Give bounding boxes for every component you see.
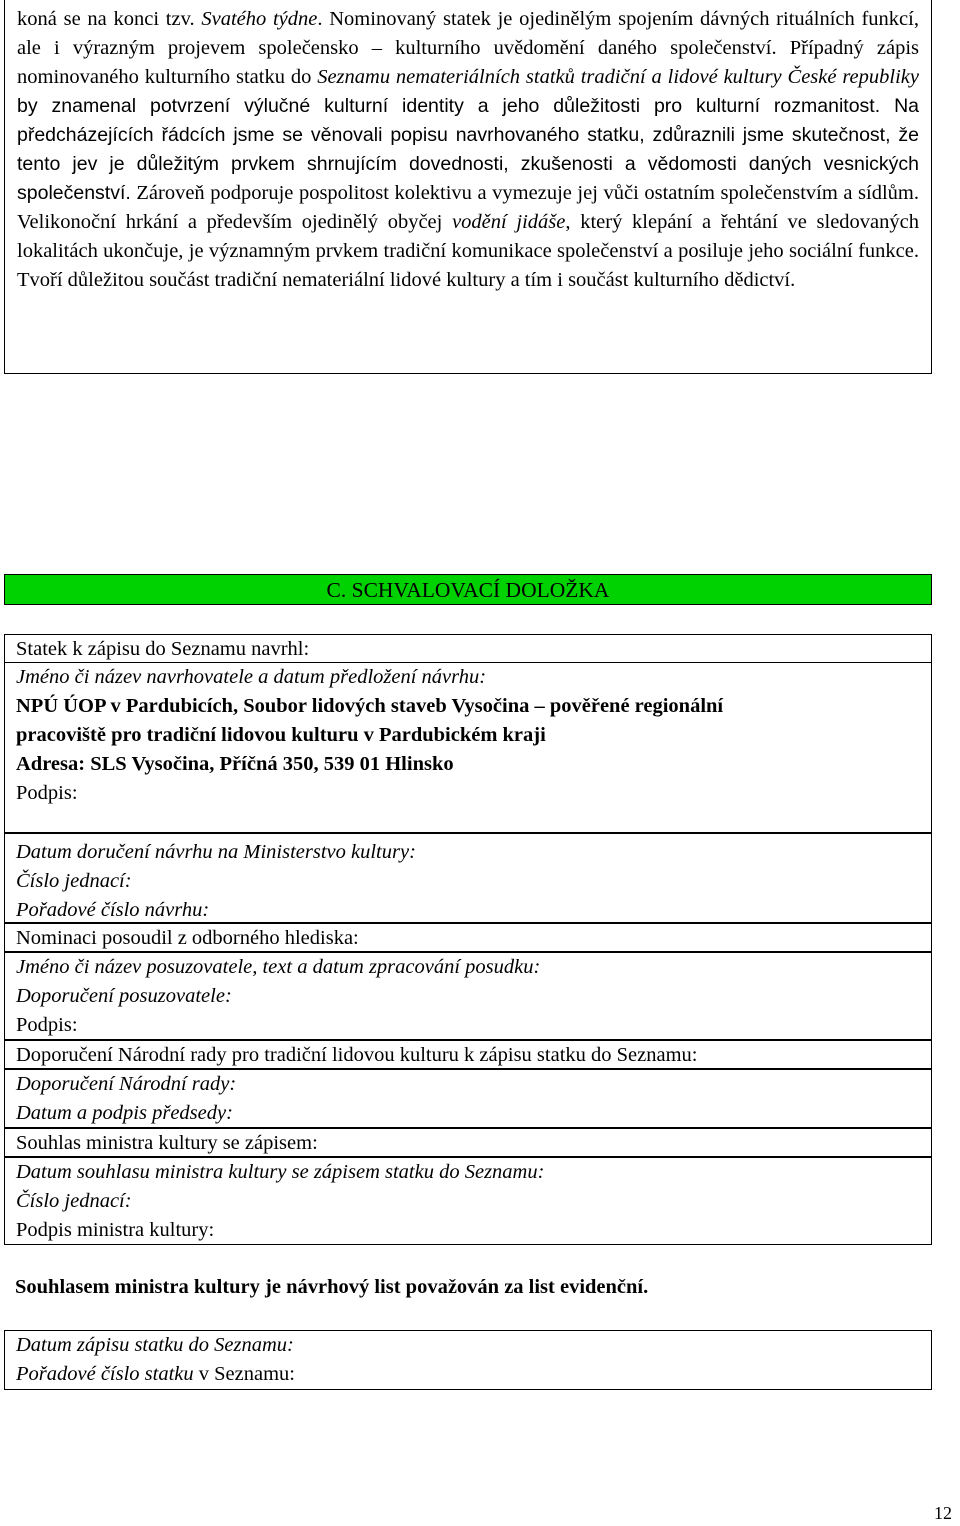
assessor-recommendation-label: Doporučení posuzovatele: — [16, 985, 232, 1007]
page-number: 12 — [934, 1503, 952, 1523]
text-segment: . Nominovaný statek je ojedinělým spojením dávných rituálních funkcí, ale i výrazným projevem společensko – kulturního uvědomění daného společenství. Případný zápis nominovaného kulturního statku do — [17, 8, 919, 88]
delivery-date-label: Datum doručení návrhu na Ministerstvo kultury: — [16, 841, 416, 863]
approval-note: Souhlasem ministra kultury je návrhový list považován za list evidenční. — [15, 1276, 649, 1298]
assessor-label: Jméno či název posuzovatele, text a datum zpracování posudku: — [16, 956, 541, 978]
proposal-order-label: Pořadové číslo návrhu: — [16, 899, 210, 921]
minister-consent-date-label: Datum souhlasu ministra kultury se zápisem statku do Seznamu: — [16, 1161, 545, 1183]
text-segment: Zároveň podporuje pospolitost kolektivu a vymezuje jej vůči ostatním společenstvím a sídlům. Velikonoční hrkání a především ojedinělý obyčej — [17, 182, 919, 233]
text-segment-italic: Svatého týdne — [201, 8, 318, 30]
entry-date-label: Datum zápisu statku do Seznamu: — [16, 1334, 294, 1356]
proposed-by-label: Statek k zápisu do Seznamu navrhl: — [16, 638, 310, 660]
form-row-assessor — [4, 952, 932, 1040]
minister-consent-label: Souhlas ministra kultury se zápisem: — [16, 1132, 318, 1154]
form-row-council — [4, 1069, 932, 1128]
proposer-line-1: NPÚ ÚOP v Pardubicích, Soubor lidových staveb Vysočina – pověřené regionální — [16, 695, 724, 717]
proposer-line-2: pracoviště pro tradiční lidovou kulturu v Pardubickém kraji — [16, 724, 546, 746]
ref-number-label: Číslo jednací: — [16, 870, 132, 892]
text-segment-italic: Seznamu nemateriálních statků tradiční a lidové kultury České republiky — [317, 66, 919, 88]
ref-number-2-label: Číslo jednací: — [16, 1190, 132, 1212]
description-text — [17, 5, 919, 295]
council-recommendation-label: Doporučení Národní rady: — [16, 1073, 237, 1095]
order-label — [16, 1360, 931, 1389]
form-row-minister-consent — [4, 1128, 932, 1157]
minister-signature-label: Podpis ministra kultury: — [16, 1219, 215, 1241]
description-box — [4, 0, 932, 374]
form-row-proposed-by — [4, 634, 932, 663]
section-title: C. SCHVALOVACÍ DOLOŽKA — [4, 574, 932, 605]
form-row-delivery — [4, 833, 932, 923]
form-row-assessed — [4, 923, 932, 952]
proposer-name-label: Jméno či název navrhovatele a datum předložení návrhu: — [16, 666, 487, 688]
assessor-signature-label: Podpis: — [16, 1014, 78, 1036]
form-row-registry — [4, 1330, 932, 1390]
assessed-label: Nominaci posoudil z odborného hlediska: — [16, 927, 359, 949]
form-row-council-heading — [4, 1040, 932, 1069]
order-label-rest: v Seznamu: — [193, 1363, 295, 1385]
order-label-italic: Pořadové číslo statku — [16, 1363, 194, 1385]
council-recommendation-heading: Doporučení Národní rady pro tradiční lidovou kulturu k zápisu statku do Seznamu: — [16, 1044, 698, 1066]
text-segment: , který klepání a řehtání ve sledovaných lokalitách ukončuje, je významným prvkem tradiční komunikace společenství a posiluje jeho sociální funkce. Tvoří důležitou součást tradiční nemateriální lidové kultury a tím i součást kulturního dědictví. — [17, 211, 919, 291]
form-row-minister — [4, 1157, 932, 1245]
text-segment-italic: vodění jidáše — [452, 211, 566, 233]
chair-signature-label: Datum a podpis předsedy: — [16, 1102, 233, 1124]
text-segment: koná se na konci tzv. — [17, 8, 202, 30]
proposer-address: Adresa: SLS Vysočina, Příčná 350, 539 01 Hlinsko — [16, 753, 454, 775]
signature-label: Podpis: — [16, 782, 78, 804]
text-segment: Na předcházejících řádcích jsme se věnovali popisu navrhovaného statku, zdůraznili jsme skutečnost, že tento jev je důležitým prvkem shrnujícím dovednosti, zkušenosti a vědomosti daných vesnických společenství. — [17, 95, 919, 204]
form-row-proposer — [4, 662, 932, 833]
text-segment: by znamenal potvrzení výlučné kulturní identity a jeho důležitosti pro kulturní rozmanitost. — [17, 95, 881, 117]
